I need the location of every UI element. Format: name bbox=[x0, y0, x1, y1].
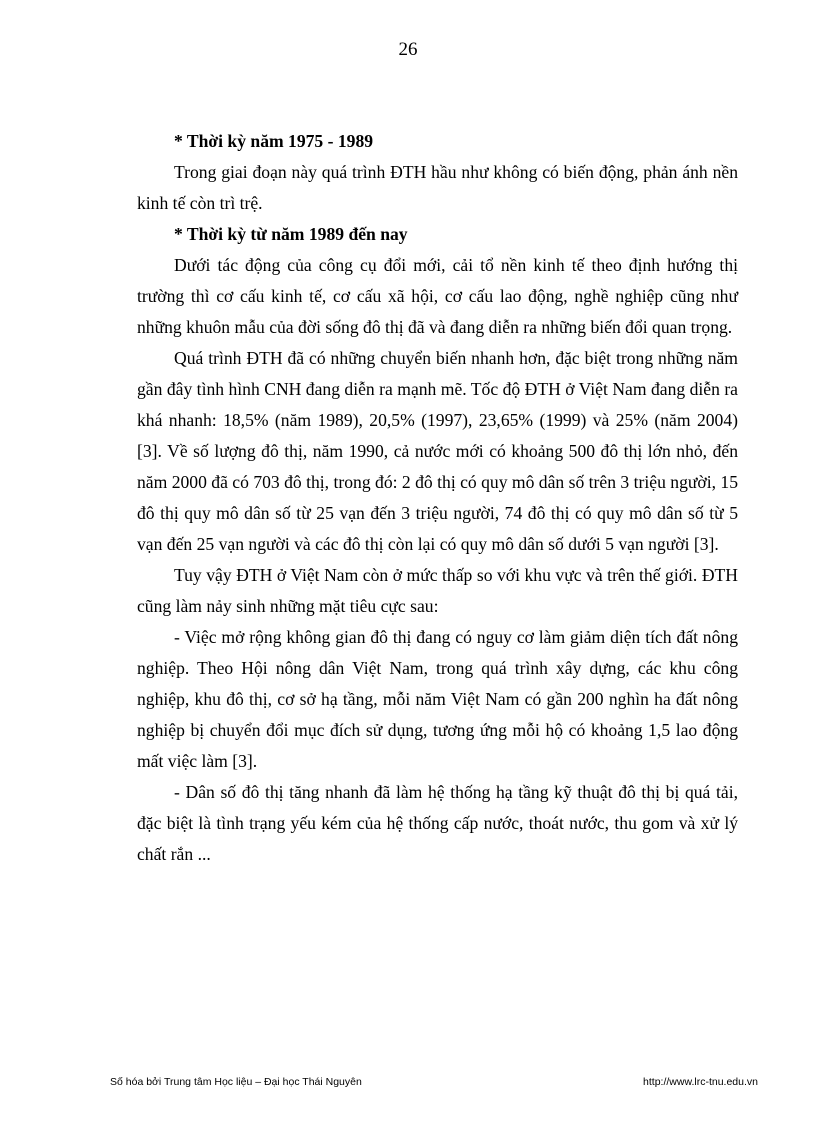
page-number: 26 bbox=[398, 39, 418, 60]
paragraph-renovation: Dưới tác động của công cụ đổi mới, cải tổ nền kinh tế theo định hướng thị trường thì cơ cấu kinh tế, cơ cấu xã hội, cơ cấu lao động, nghề nghiệp cũng như những khuôn mẫu của đời sống đô thị đã và đang diễn ra những biến đổi quan trọng. bbox=[137, 255, 738, 337]
paragraph-infrastructure: - Dân số đô thị tăng nhanh đã làm hệ thống hạ tầng kỹ thuật đô thị bị quá tải, đặc biệt là tình trạng yếu kém của hệ thống cấp nước, thoát nước, thu gom và xử lý chất rắn ... bbox=[137, 782, 738, 864]
paragraph-1975-1989: Trong giai đoạn này quá trình ĐTH hầu như không có biến động, phản ánh nền kinh tế còn trì trệ. bbox=[137, 162, 738, 213]
paragraph-agricultural-land: - Việc mở rộng không gian đô thị đang có nguy cơ làm giảm diện tích đất nông nghiệp. Theo Hội nông dân Việt Nam, trong quá trình xây dựng, các khu công nghiệp, khu đô thị, cơ sở hạ tầng, mỗi năm Việt Nam có gần 200 nghìn ha đất nông nghiệp bị chuyển đổi mục đích sử dụng, tương ứng mỗi hộ có khoảng 1,5 lao động mất việc làm [3]. bbox=[137, 627, 738, 771]
footer-source-text: Số hóa bởi Trung tâm Học liệu – Đại học Thái Nguyên bbox=[110, 1076, 362, 1088]
paragraph-urbanization-rate: Quá trình ĐTH đã có những chuyển biến nhanh hơn, đặc biệt trong những năm gần đây tình hình CNH đang diễn ra mạnh mẽ. Tốc độ ĐTH ở Việt Nam đang diễn ra khá nhanh: 18,5% (năm 1989), 20,5% (1997), 23,65% (1999) và 25% (năm 2004) [3]. Về số lượng đô thị, năm 1990, cả nước mới có khoảng 500 đô thị lớn nhỏ, đến năm 2000 đã có 703 đô thị, trong đó: 2 đô thị có quy mô dân số trên 3 triệu người, 15 đô thị quy mô dân số từ 25 vạn đến 3 triệu người, 74 đô thị có quy mô dân số từ 5 vạn đến 25 vạn người và các đô thị còn lại có quy mô dân số dưới 5 vạn người [3]. bbox=[137, 348, 738, 554]
footer-url-link[interactable]: http://www.lrc-tnu.edu.vn bbox=[643, 1076, 758, 1088]
section-heading-1989-present: * Thời kỳ từ năm 1989 đến nay bbox=[174, 224, 408, 244]
section-heading-1975-1989: * Thời kỳ năm 1975 - 1989 bbox=[174, 131, 374, 151]
document-body bbox=[137, 126, 738, 870]
paragraph-low-level: Tuy vậy ĐTH ở Việt Nam còn ở mức thấp so với khu vực và trên thế giới. ĐTH cũng làm nảy sinh những mặt tiêu cực sau: bbox=[137, 565, 738, 616]
